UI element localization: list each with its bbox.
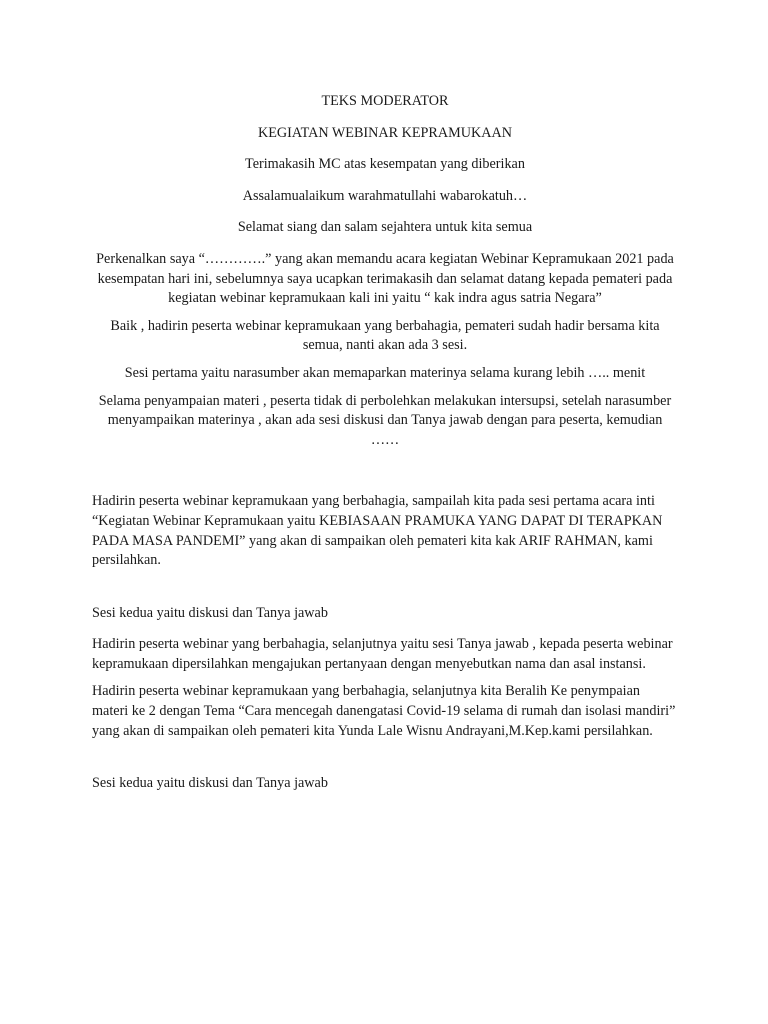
first-session-paragraph: Sesi pertama yaitu narasumber akan memaparkan materinya selama kurang lebih ….. menit — [124, 364, 646, 381]
intro-paragraph: Perkenalkan saya “………….” yang akan memandu acara kegiatan Webinar Kepramukaan 2021 pada kesempatan hari ini, sebelumnya saya ucapkan terimakasih dan selamat datang kepada pemateri pada kegiatan webinar kepramukaan kali ini yaitu “ kak indra agus satria Negara” — [96, 250, 674, 307]
greeting-salam: Assalamualaikum warahmatullahi wabarokatuh… — [242, 187, 528, 204]
second-material-paragraph: Hadirin peserta webinar kepramukaan yang berbahagia, selanjutnya kita Beralih Ke penympaian materi ke 2 dengan Tema “Cara mencegah danengatasi Covid-19 selama di rumah dan isolasi mandiri” yang akan di sampaikan oleh pemateri kita Yunda Lale Wisnu Andrayani,M.Kep.kami persilahkan. — [92, 683, 676, 739]
document-page — [92, 92, 678, 794]
document-title: TEKS MODERATOR — [321, 93, 449, 109]
document-subtitle: KEGIATAN WEBINAR KEPRAMUKAAN — [258, 124, 512, 141]
main-event-paragraph: Hadirin peserta webinar kepramukaan yang berbahagia, sampailah kita pada sesi pertama acara inti “Kegiatan Webinar Kepramukaan yaitu KEBIASAAN PRAMUKA YANG DAPAT DI TERAPKAN PADA MASA PANDEMI” yang akan di sampaikan oleh pemateri kita kak ARIF RAHMAN, kami persilahkan. — [92, 493, 663, 569]
greeting-thanks-mc: Terimakasih MC atas kesempatan yang diberikan — [245, 156, 525, 173]
greeting-selamat-siang: Selamat siang dan salam sejahtera untuk kita semua — [237, 219, 533, 236]
qa-paragraph: Hadirin peserta webinar yang berbahagia, selanjutnya yaitu sesi Tanya jawab , kepada peserta webinar kepramukaan dipersilahkan mengajukan pertanyaan dengan menyebutkan nama dan asal instansi. — [92, 636, 673, 672]
second-session-heading: Sesi kedua yaitu diskusi dan Tanya jawab — [92, 604, 328, 621]
rules-paragraph: Selama penyampaian materi , peserta tidak di perbolehkan melakukan intersupsi, setelah narasumber menyampaikan materinya , akan ada sesi diskusi dan Tanya jawab dengan para peserta, kemudian …… — [98, 392, 672, 448]
second-session-heading-repeat: Sesi kedua yaitu diskusi dan Tanya jawab — [92, 775, 328, 792]
sessions-paragraph: Baik , hadirin peserta webinar kepramukaan yang berbahagia, pemateri sudah hadir bersama kita semua, nanti akan ada 3 sesi. — [110, 317, 660, 354]
